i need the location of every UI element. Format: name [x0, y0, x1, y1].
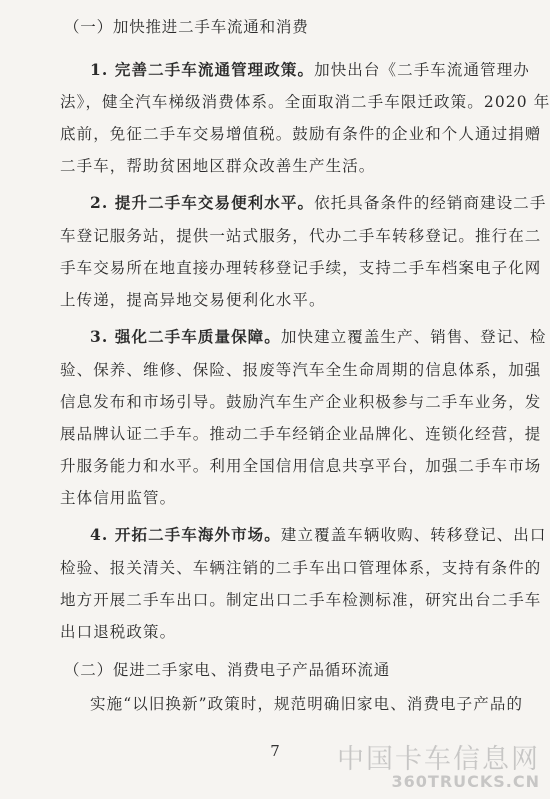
- paragraph-item-2-line-1: [90, 193, 547, 213]
- paragraph-line: 法》，健全汽车梯级消费体系。全面取消二手车限迁政策。2020 年: [60, 93, 550, 111]
- paragraph-line: 检验、报关清关、车辆注销的二手车出口管理体系，支持有条件的: [60, 559, 542, 577]
- item-2-heading: 2. 提升二手车交易便利水平。: [90, 193, 315, 212]
- item-3-text: 加快建立覆盖生产、销售、登记、检: [280, 328, 547, 346]
- section-heading-1: （一）加快推进二手车流通和消费: [64, 18, 309, 36]
- paragraph-line: 底前，免征二手车交易增值税。鼓励有条件的企业和个人通过捐赠: [60, 125, 542, 143]
- paragraph-line: 升服务能力和水平。利用全国信用信息共享平台，加强二手车市场: [60, 457, 542, 475]
- paragraph-item-4-line-1: [90, 525, 547, 545]
- paragraph-line: 实施“以旧换新”政策时，规范明确旧家电、消费电子产品的: [90, 695, 524, 713]
- paragraph-item-3-line-1: [90, 327, 547, 347]
- watermark-chinese-text: 中国卡车信息网: [337, 743, 540, 775]
- watermark: [337, 743, 540, 792]
- item-2-text: 依托具备条件的经销商建设二手: [314, 194, 547, 212]
- item-1-heading: 1. 完善二手车流通管理政策。: [90, 60, 315, 79]
- paragraph-line: 二手车，帮助贫困地区群众改善生产生活。: [60, 157, 376, 175]
- item-1-text: 加快出台《二手车流通管理办: [314, 61, 530, 79]
- paragraph-line: 车登记服务站，提供一站式服务，代办二手车转移登记。推行在二: [60, 227, 542, 245]
- paragraph-line: 地方开展二手车出口。制定出口二手车检测标准，研究出台二手车: [60, 591, 542, 609]
- page-number: 7: [270, 742, 280, 760]
- paragraph-line: 信息发布和市场引导。鼓励汽车生产企业积极参与二手车业务，发: [60, 393, 542, 411]
- paragraph-line: 展品牌认证二手车。推动二手车经销企业品牌化、连锁化经营，提: [60, 425, 542, 443]
- paragraph-item-1-line-1: [90, 60, 530, 80]
- watermark-url-text: 360TRUCKS.CN: [391, 772, 540, 792]
- paragraph-line: 出口退税政策。: [60, 623, 177, 641]
- section-heading-2: （二）促进二手家电、消费电子产品循环流通: [64, 661, 391, 679]
- item-3-heading: 3. 强化二手车质量保障。: [90, 327, 281, 346]
- item-4-text: 建立覆盖车辆收购、转移登记、出口: [280, 526, 547, 544]
- item-4-heading: 4. 开拓二手车海外市场。: [90, 525, 281, 544]
- paragraph-line: 上传递，提高异地交易便利化水平。: [60, 291, 326, 309]
- paragraph-line: 主体信用监管。: [60, 489, 177, 507]
- paragraph-line: 验、保养、维修、保险、报废等汽车全生命周期的信息体系，加强: [60, 361, 542, 379]
- paragraph-line: 手车交易所在地直接办理转移登记手续，支持二手车档案电子化网: [60, 259, 542, 277]
